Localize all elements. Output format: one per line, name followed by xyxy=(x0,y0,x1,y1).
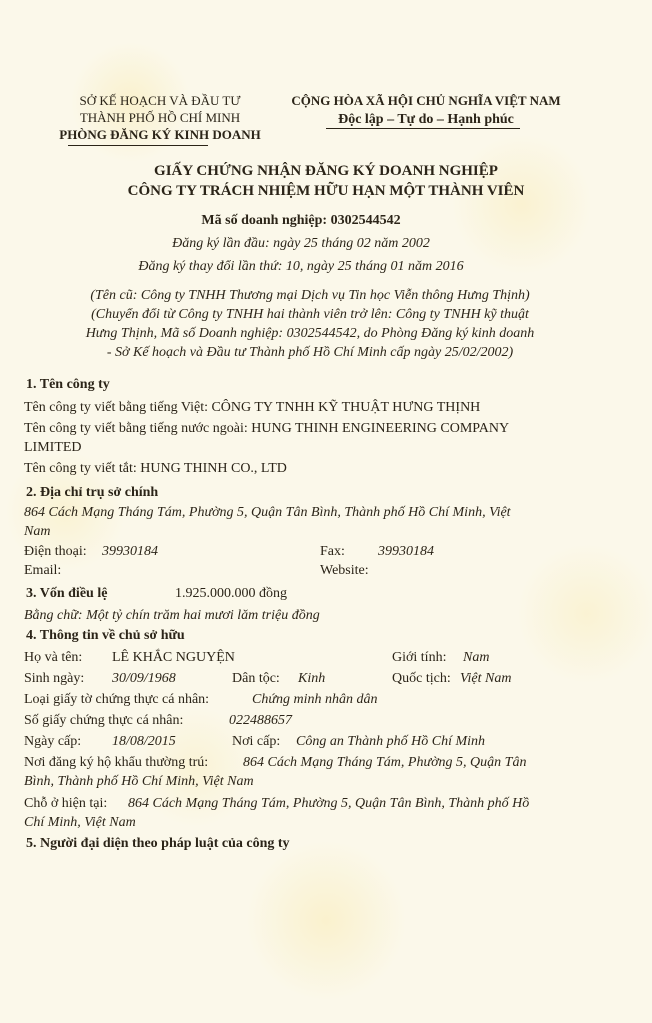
issue-date-label: Ngày cấp: xyxy=(24,734,82,749)
section-3-heading: 3. Vốn điều lệ xyxy=(26,586,108,601)
nationality-value: Việt Nam xyxy=(460,671,512,686)
current-address-label: Chỗ ở hiện tại: xyxy=(24,796,108,811)
issuer-block xyxy=(40,92,280,143)
current-address-line-2: Chí Minh, Việt Nam xyxy=(24,815,136,830)
owner-name-label: Họ và tên: xyxy=(24,650,83,665)
email-label: Email: xyxy=(24,563,62,578)
motto-block xyxy=(278,92,574,128)
dob-label: Sinh ngày: xyxy=(24,671,85,686)
website-label: Website: xyxy=(320,563,369,578)
fax-value: 39930184 xyxy=(378,544,434,559)
ethnic-value: Kinh xyxy=(298,671,326,686)
phone-value: 39930184 xyxy=(102,544,158,559)
id-number-value: 022488657 xyxy=(229,713,292,728)
history-note xyxy=(30,286,590,362)
owner-name: LÊ KHẮC NGUYỆN xyxy=(112,650,235,665)
motto-underline xyxy=(326,128,520,129)
issuer-line-2: THÀNH PHỐ HỒ CHÍ MINH xyxy=(79,110,241,125)
current-address-line-1: 864 Cách Mạng Tháng Tám, Phường 5, Quận Tân Bình, Thành phố Hồ xyxy=(128,796,530,811)
section-2-heading: 2. Địa chỉ trụ sở chính xyxy=(26,485,159,500)
nationality-label: Quốc tịch: xyxy=(392,671,451,686)
ethnic-label: Dân tộc: xyxy=(232,671,280,686)
note-line-4: - Sở Kế hoạch và Đầu tư Thành phố Hồ Chí Minh cấp ngày 25/02/2002) xyxy=(106,345,514,360)
first-registration: Đăng ký lần đầu: ngày 25 tháng 02 năm 2002 xyxy=(172,236,430,251)
permanent-address-line-2: Bình, Thành phố Hồ Chí Minh, Việt Nam xyxy=(24,774,254,789)
note-line-2: (Chuyển đổi từ Công ty TNHH hai thành viên trở lên: Công ty TNHH kỹ thuật xyxy=(91,307,529,322)
section-1-heading: 1. Tên công ty xyxy=(26,377,110,392)
capital-amount: 1.925.000.000 đồng xyxy=(175,586,287,601)
fax-label: Fax: xyxy=(320,544,345,559)
issue-date-value: 18/08/2015 xyxy=(112,734,176,749)
permanent-address-label: Nơi đăng ký hộ khẩu thường trú: xyxy=(24,755,209,770)
motto: Độc lập – Tự do – Hạnh phúc xyxy=(338,112,514,127)
company-name-foreign-1: Tên công ty viết bằng tiếng nước ngoài: HUNG THINH ENGINEERING COMPANY xyxy=(24,421,510,436)
id-number-label: Số giấy chứng thực cá nhân: xyxy=(24,713,184,728)
address-line-1: 864 Cách Mạng Tháng Tám, Phường 5, Quận Tân Bình, Thành phố Hồ Chí Minh, Việt xyxy=(24,505,511,520)
phone-label: Điện thoại: xyxy=(24,544,87,559)
id-type-value: Chứng minh nhân dân xyxy=(252,692,378,707)
document-title xyxy=(0,161,652,201)
note-line-1: (Tên cũ: Công ty TNHH Thương mại Dịch vụ Tin học Viễn thông Hưng Thịnh) xyxy=(90,288,530,303)
issuer-line-1: SỞ KẾ HOẠCH VÀ ĐẦU TƯ xyxy=(79,93,241,108)
company-name-foreign-2: LIMITED xyxy=(24,440,82,455)
issuer-line-3: PHÒNG ĐĂNG KÝ KINH DOANH xyxy=(59,127,261,142)
country-name: CỘNG HÒA XÃ HỘI CHỦ NGHĨA VIỆT NAM xyxy=(291,93,561,108)
section-4-heading: 4. Thông tin về chủ sở hữu xyxy=(26,628,185,643)
capital-in-words: Bằng chữ: Một tỷ chín trăm hai mươi lăm triệu đồng xyxy=(24,608,320,623)
id-type-label: Loại giấy tờ chứng thực cá nhân: xyxy=(24,692,210,707)
enterprise-code: Mã số doanh nghiệp: 0302544542 xyxy=(201,213,401,228)
title-line-2: CÔNG TY TRÁCH NHIỆM HỮU HẠN MỘT THÀNH VIÊN xyxy=(127,183,525,199)
note-line-3: Hưng Thịnh, Mã số Doanh nghiệp: 0302544542, do Phòng Đăng ký kinh doanh xyxy=(85,326,535,341)
change-registration: Đăng ký thay đổi lần thứ: 10, ngày 25 tháng 01 năm 2016 xyxy=(138,259,464,274)
issue-place-label: Nơi cấp: xyxy=(232,734,281,749)
section-5-heading: 5. Người đại diện theo pháp luật của công ty xyxy=(26,836,290,851)
issue-place-value: Công an Thành phố Hồ Chí Minh xyxy=(296,734,486,749)
dob-value: 30/09/1968 xyxy=(112,671,176,686)
gender-value: Nam xyxy=(463,650,490,665)
company-name-short: Tên công ty viết tắt: HUNG THINH CO., LTD xyxy=(24,461,287,476)
title-line-1: GIẤY CHỨNG NHẬN ĐĂNG KÝ DOANH NGHIỆP xyxy=(154,163,498,179)
company-name-vn: Tên công ty viết bằng tiếng Việt: CÔNG TY TNHH KỸ THUẬT HƯNG THỊNH xyxy=(24,400,481,415)
permanent-address-line-1: 864 Cách Mạng Tháng Tám, Phường 5, Quận Tân xyxy=(243,755,527,770)
issuer-underline xyxy=(68,145,208,146)
gender-label: Giới tính: xyxy=(392,650,447,665)
address-line-2: Nam xyxy=(24,524,51,539)
